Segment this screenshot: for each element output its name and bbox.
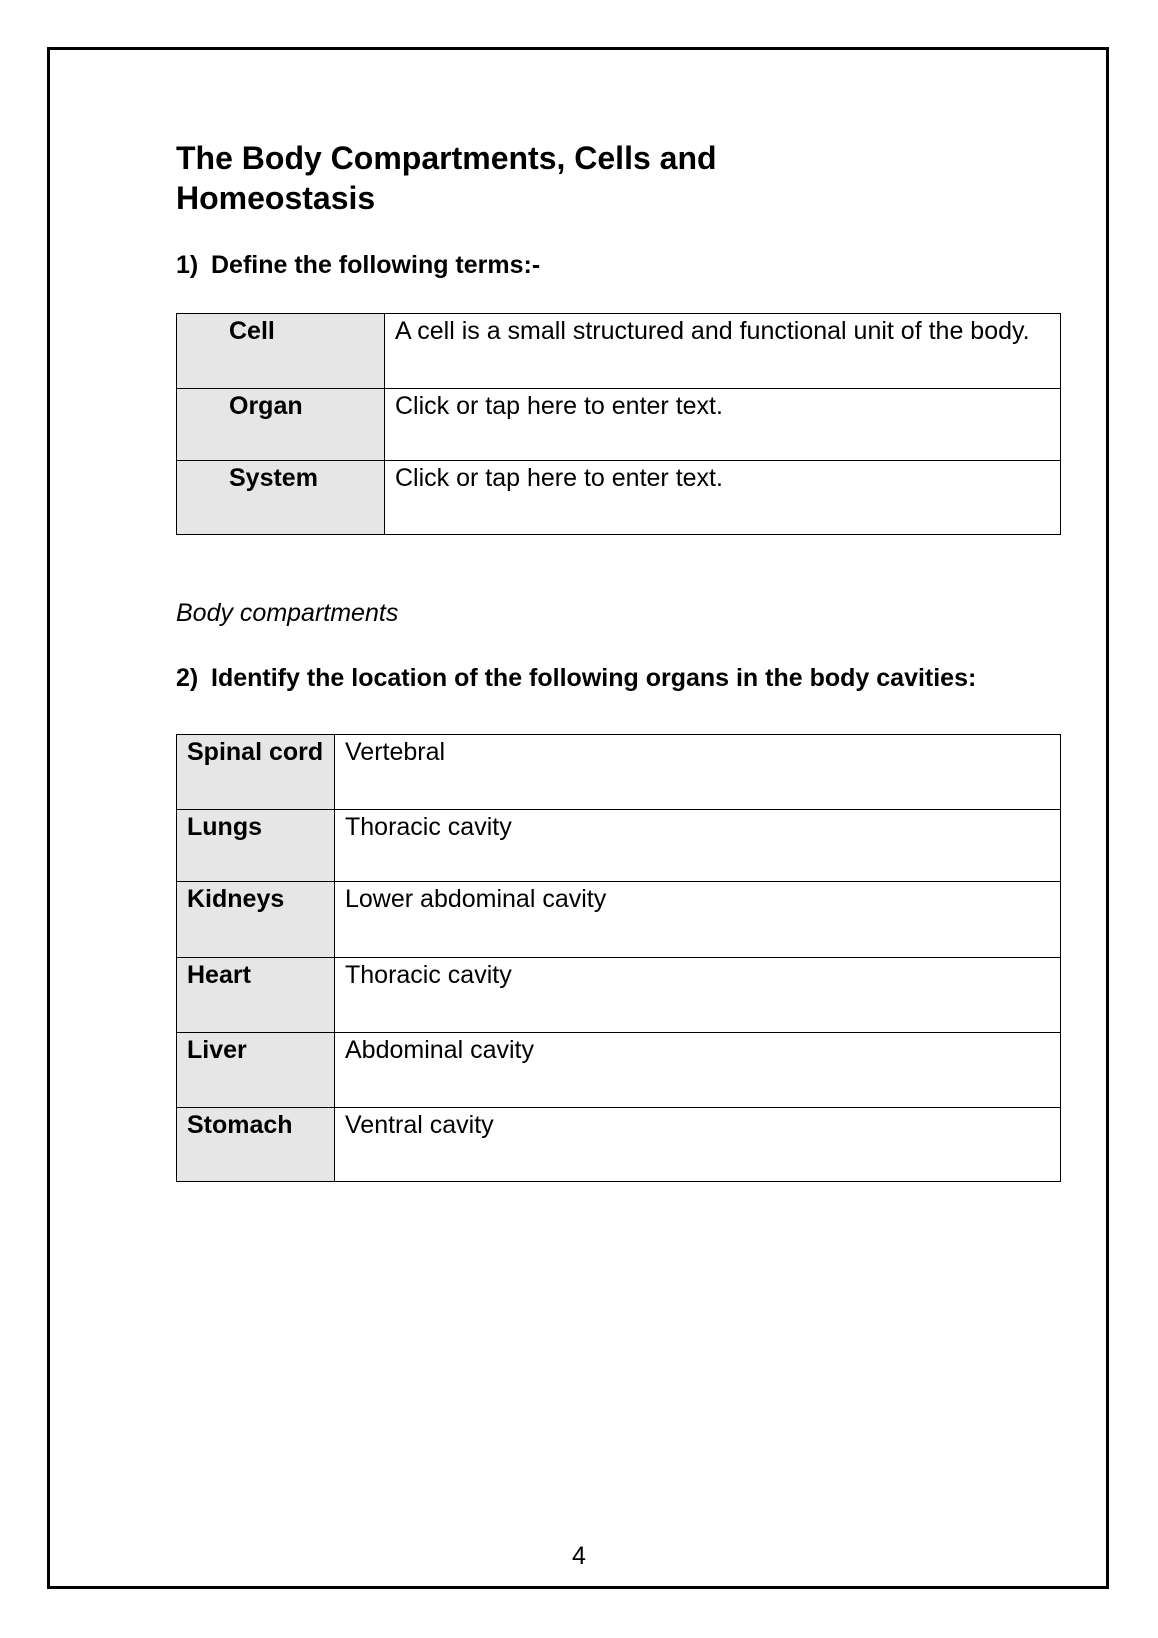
- organ-cell: Spinal cord: [177, 735, 335, 810]
- organ-cell: Stomach: [177, 1108, 335, 1182]
- table-row: [177, 389, 1061, 461]
- location-cell[interactable]: Ventral cavity: [335, 1108, 1061, 1182]
- organ-cell: Liver: [177, 1033, 335, 1108]
- question-1: [176, 248, 1061, 283]
- table-row: [177, 1108, 1061, 1182]
- question-1-text: Define the following terms:-: [211, 251, 541, 279]
- document-content: [176, 138, 1061, 1182]
- location-cell[interactable]: Abdominal cavity: [335, 1033, 1061, 1108]
- term-organ: Organ: [177, 389, 385, 461]
- definition-system-field[interactable]: Click or tap here to enter text.: [385, 461, 1061, 535]
- question-1-number: 1): [176, 251, 199, 279]
- organ-cell: Heart: [177, 958, 335, 1033]
- term-cell: Cell: [177, 314, 385, 389]
- organ-cell: Lungs: [177, 810, 335, 882]
- table-row: [177, 810, 1061, 882]
- definition-cell[interactable]: A cell is a small structured and functional unit of the body.: [385, 314, 1061, 389]
- location-cell[interactable]: Vertebral: [335, 735, 1061, 810]
- table-row: [177, 735, 1061, 810]
- table-row: [177, 958, 1061, 1033]
- table-row: [177, 882, 1061, 958]
- table-row: [177, 314, 1061, 389]
- section-subheading: Body compartments: [176, 599, 399, 627]
- table-row: [177, 1033, 1061, 1108]
- table-row: [177, 461, 1061, 535]
- terms-table: [176, 313, 1061, 535]
- definition-organ-field[interactable]: Click or tap here to enter text.: [385, 389, 1061, 461]
- page-number: 4: [572, 1542, 586, 1570]
- question-2-number: 2): [176, 664, 199, 692]
- organ-cell: Kidneys: [177, 882, 335, 958]
- question-2: [176, 661, 1061, 696]
- location-cell[interactable]: Lower abdominal cavity: [335, 882, 1061, 958]
- organ-location-table: [176, 734, 1061, 1182]
- location-cell[interactable]: Thoracic cavity: [335, 958, 1061, 1033]
- question-2-text: Identify the location of the following organs in the body cavities:: [211, 664, 977, 692]
- location-cell[interactable]: Thoracic cavity: [335, 810, 1061, 882]
- page-title: The Body Compartments, Cells and Homeostasis: [176, 140, 717, 216]
- term-system: System: [177, 461, 385, 535]
